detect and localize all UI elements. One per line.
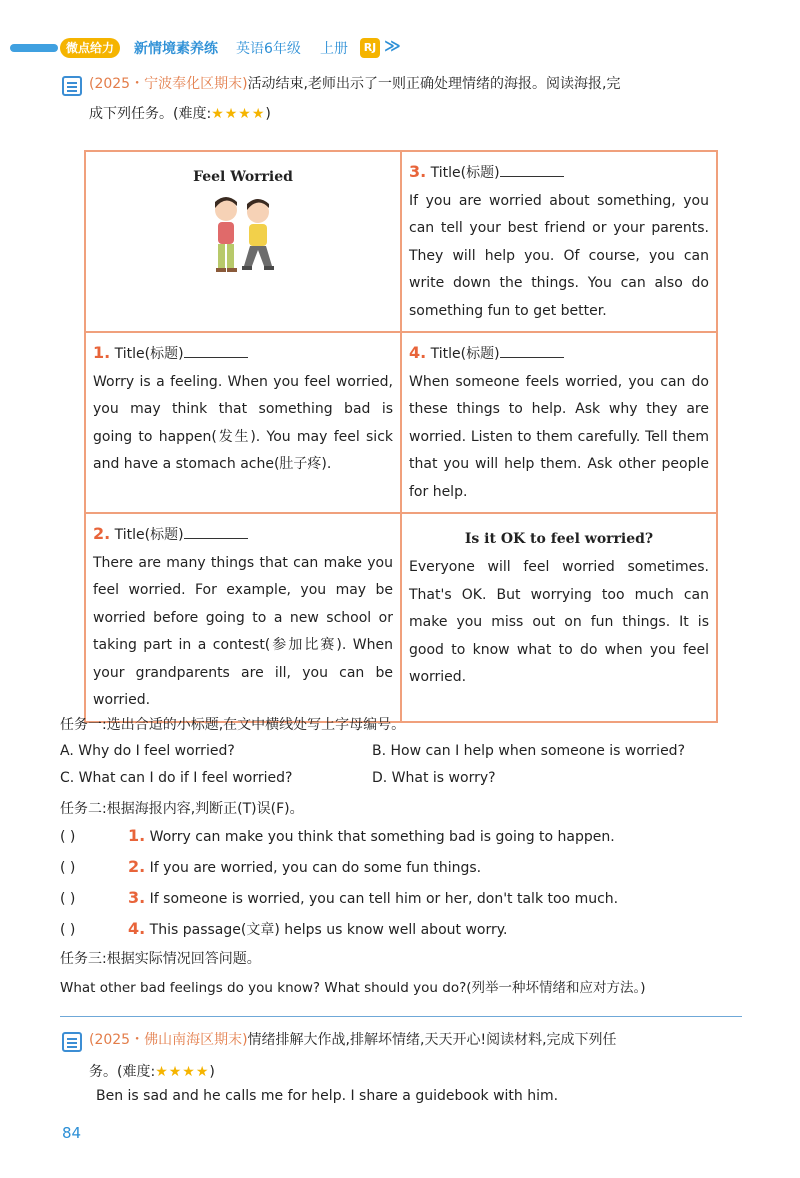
question1-prompt2: 成下列任务。(难度: — [89, 106, 212, 122]
task2-item-2 — [60, 857, 481, 876]
question2-prompt-line2 — [89, 1062, 215, 1082]
task2-item-number: 2. — [128, 857, 146, 876]
question2-body: Ben is sad and he calls me for help. I share a guidebook with him. — [96, 1088, 559, 1104]
answer-paren[interactable]: ( ) — [60, 922, 76, 938]
question1-prompt-line — [89, 74, 759, 94]
question1-prompt: 活动结束,老师出示了一则正确处理情绪的海报。阅读海报,完 — [247, 76, 621, 92]
question1-close: ) — [265, 106, 271, 122]
question2-prompt: 情绪排解大作战,排解坏情绪,天天开心!阅读材料,完成下列任 — [247, 1032, 617, 1048]
cell2-answer-blank[interactable] — [184, 524, 248, 539]
task2-item-number: 4. — [128, 919, 146, 938]
cell1-label: Title(标题) — [114, 346, 184, 362]
task2-item-3 — [60, 888, 618, 907]
cell3-label: Title(标题) — [430, 165, 500, 181]
question2-prompt2: 务。(难度: — [89, 1064, 156, 1080]
cell4-text: When someone feels worried, you can do these things to help. Ask why they are worried. Listen to them carefully. Tell them that you will help them. Ask other people for help. — [409, 373, 709, 500]
task2-item-4 — [60, 919, 507, 939]
page-header — [0, 36, 800, 62]
task1-option-d: D. What is worry? — [372, 770, 496, 786]
task2-item-number: 3. — [128, 888, 146, 907]
poster-cell-2 — [85, 513, 401, 722]
cell4-label: Title(标题) — [430, 346, 500, 362]
cell3-number: 3. — [409, 162, 427, 181]
question2-prompt-line — [89, 1030, 759, 1050]
task1-option-c: C. What can I do if I feel worried? — [60, 770, 293, 786]
difficulty-stars: ★★★★ — [155, 1064, 210, 1080]
task2-item-text: If someone is worried, you can tell him or her, don't talk too much. — [149, 891, 619, 907]
task1-option-b: B. How can I help when someone is worried? — [372, 743, 685, 759]
question2-source: (2025・佛山南海区期末) — [89, 1032, 248, 1048]
page-number: 84 — [62, 1124, 82, 1142]
header-series: 新情境素养练 — [134, 41, 218, 57]
question1-prompt-line2 — [89, 104, 271, 124]
cell3-answer-blank[interactable] — [500, 162, 564, 177]
worry-poster — [84, 150, 718, 723]
question2-close: ) — [209, 1064, 215, 1080]
task2-item-text: If you are worried, you can do some fun things. — [149, 860, 482, 876]
cell3-text: If you are worried about something, you can tell your best friend or your parents. They will help you. Of course, you can write down the things. You can also do something fun to get better. — [409, 192, 709, 319]
poster-title: Feel Worried — [193, 169, 293, 185]
poster-cell-5 — [401, 513, 717, 722]
section-divider — [60, 1016, 742, 1017]
task3-instruction: 任务三:根据实际情况回答问题。 — [60, 951, 261, 967]
cell1-answer-blank[interactable] — [184, 343, 248, 358]
question-list-icon — [62, 76, 82, 96]
answer-paren[interactable]: ( ) — [60, 860, 76, 876]
question1-source: (2025・宁波奉化区期末) — [89, 76, 248, 92]
header-edition: RJ — [360, 38, 380, 58]
question-list-icon — [62, 1032, 82, 1052]
cell5-title: Is it OK to feel worried? — [464, 531, 654, 547]
poster-cell-4 — [401, 332, 717, 513]
cell2-label: Title(标题) — [114, 527, 184, 543]
poster-cell-1 — [85, 332, 401, 513]
worried-kids-illustration — [198, 192, 288, 282]
task1-instruction: 任务一:选出合适的小标题,在文中横线处写上字母编号。 — [60, 717, 406, 733]
cell2-text: There are many things that can make you feel worried. For example, you may be worried before going to a new school or taking part in a contest(参加比赛). When your grandparents are ill, you can be worried. — [93, 554, 393, 708]
header-subject: 英语6年级 — [236, 41, 301, 57]
cell1-text: Worry is a feeling. When you feel worried, you may think that something bad is going to happen(发生). You may feel sick and have a stomach ache(肚子疼). — [93, 373, 393, 472]
task2-item-text: This passage(文章) helps us know well about worry. — [149, 922, 508, 938]
chevron-right-icon: ≫ — [384, 36, 401, 55]
task2-item-number: 1. — [128, 826, 146, 845]
task2-item-text: Worry can make you think that something bad is going to happen. — [149, 829, 615, 845]
task1-option-a: A. Why do I feel worried? — [60, 743, 235, 759]
header-badge: 微点给力 — [60, 38, 120, 58]
task2-instruction: 任务二:根据海报内容,判断正(T)误(F)。 — [60, 801, 304, 817]
cell4-number: 4. — [409, 343, 427, 362]
poster-cell-3 — [401, 151, 717, 332]
poster-title-cell — [85, 151, 401, 332]
task2-item-1 — [60, 826, 615, 845]
cell5-text: Everyone will feel worried sometimes. That's OK. But worrying too much can make you miss out on fun things. It is good to know what to do when you feel worried. — [409, 559, 709, 685]
cell1-number: 1. — [93, 343, 111, 362]
task3-question: What other bad feelings do you know? What should you do?(列举一种坏情绪和应对方法。) — [60, 980, 646, 996]
header-volume: 上册 — [320, 41, 348, 57]
answer-paren[interactable]: ( ) — [60, 829, 76, 845]
cell2-number: 2. — [93, 524, 111, 543]
difficulty-stars: ★★★★ — [211, 106, 266, 122]
cell4-answer-blank[interactable] — [500, 343, 564, 358]
header-accent-bar — [10, 44, 58, 52]
answer-paren[interactable]: ( ) — [60, 891, 76, 907]
